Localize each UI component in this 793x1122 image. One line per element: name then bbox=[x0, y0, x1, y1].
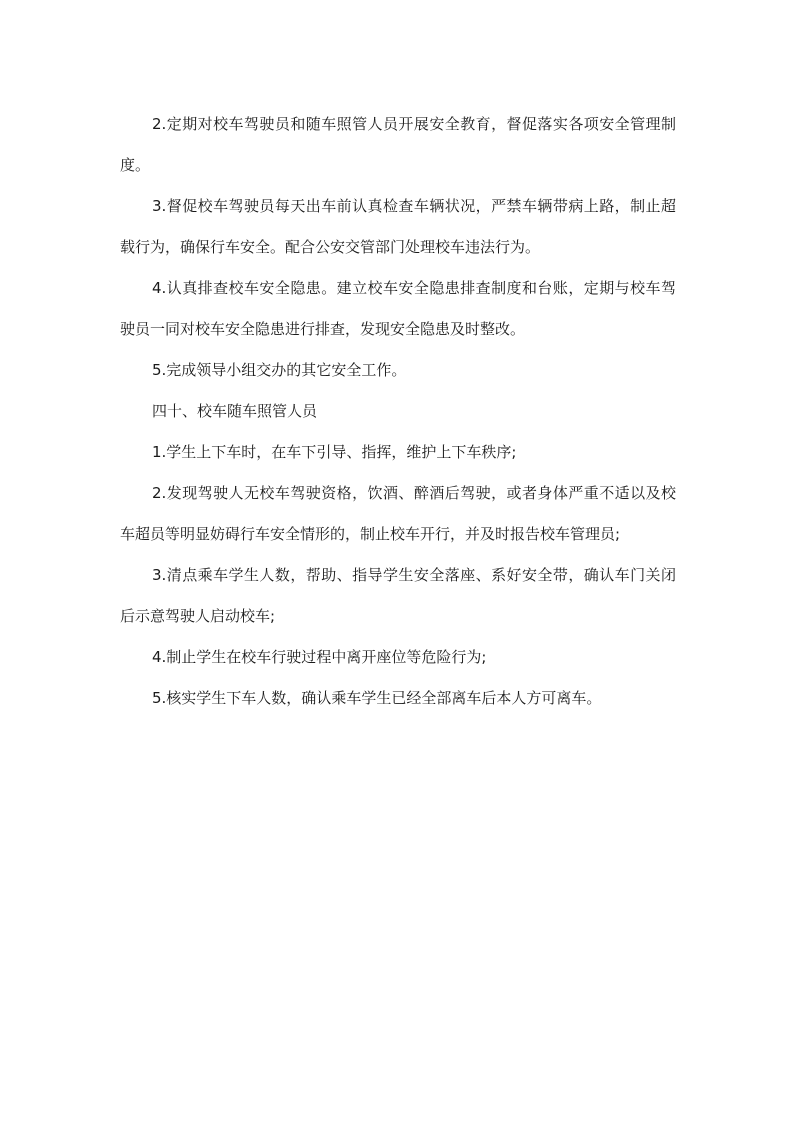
paragraph-duty-3: 3.督促校车驾驶员每天出车前认真检查车辆状况，严禁车辆带病上路，制止超载行为，确保行车安全。配合公安交管部门处理校车违法行为。 bbox=[120, 197, 676, 256]
paragraph-attendant-4: 4.制止学生在校车行驶过程中离开座位等危险行为; bbox=[152, 648, 487, 666]
paragraph-attendant-3: 3.清点乘车学生人数，帮助、指导学生安全落座、系好安全带，确认车门关闭后示意驾驶人启动校车; bbox=[120, 566, 676, 625]
paragraph-duty-2: 2.定期对校车驾驶员和随车照管人员开展安全教育，督促落实各项安全管理制度。 bbox=[120, 115, 676, 174]
paragraph-duty-4: 4.认真排查校车安全隐患。建立校车安全隐患排查制度和台账，定期与校车驾驶员一同对校车安全隐患进行排查，发现安全隐患及时整改。 bbox=[120, 279, 676, 338]
paragraph-attendant-5: 5.核实学生下车人数，确认乘车学生已经全部离车后本人方可离车。 bbox=[152, 689, 602, 707]
section-heading: 四十、校车随车照管人员 bbox=[152, 402, 318, 420]
document-body bbox=[120, 104, 676, 719]
paragraph-attendant-1: 1.学生上下车时，在车下引导、指挥，维护上下车秩序; bbox=[152, 443, 517, 461]
paragraph-duty-5: 5.完成领导小组交办的其它安全工作。 bbox=[152, 361, 407, 379]
paragraph-attendant-2: 2.发现驾驶人无校车驾驶资格，饮酒、醉酒后驾驶，或者身体严重不适以及校车超员等明显妨碍行车安全情形的，制止校车开行，并及时报告校车管理员; bbox=[120, 484, 676, 543]
